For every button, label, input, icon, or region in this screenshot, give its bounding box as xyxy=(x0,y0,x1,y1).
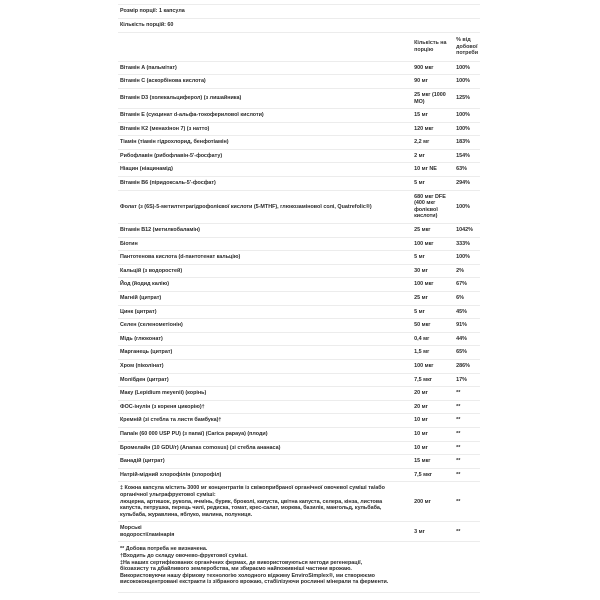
nutrient-name: Хром (піколінат) xyxy=(118,359,412,373)
nutrient-amount: 25 мкг (1000 МО) xyxy=(412,88,454,108)
nutrient-row xyxy=(118,237,480,251)
nutrient-name: Мідь (глюконат) xyxy=(118,332,412,346)
nutrient-name: Фолат (з (6S)-5-метилтетрагідрофолієвої кислоти (5-MTHF), глюкозамінової солі, Quatrefolic®) xyxy=(118,190,412,223)
nutrient-amount: 7,5 мкг xyxy=(412,373,454,387)
nutrient-daily-value: 294% xyxy=(454,177,480,191)
nutrient-name: Кремній (зі стебла та листя бамбука)† xyxy=(118,414,412,428)
column-header-row xyxy=(118,32,480,61)
blend-amount: 200 мг xyxy=(412,482,454,522)
nutrient-daily-value: 2% xyxy=(454,264,480,278)
blend-line-5: кульбаба, журавлина, яблуко, малина, полуниця. xyxy=(120,511,253,518)
header-daily-value: % від добової потреби xyxy=(454,32,480,61)
nutrient-amount: 100 мкг xyxy=(412,278,454,292)
nutrient-daily-value: 286% xyxy=(454,359,480,373)
nutrient-rows xyxy=(118,61,480,482)
nutrient-row xyxy=(118,441,480,455)
blend-description xyxy=(118,482,412,522)
serving-size-label: Розмір порції: 1 капсула xyxy=(118,5,480,19)
serving-size-row xyxy=(118,5,480,19)
seaweed-amount: 3 мг xyxy=(412,522,454,542)
nutrient-daily-value: 45% xyxy=(454,305,480,319)
nutrient-row xyxy=(118,177,480,191)
seaweed-name xyxy=(118,522,412,542)
nutrient-daily-value: 100% xyxy=(454,75,480,89)
nutrient-daily-value: 65% xyxy=(454,346,480,360)
blend-daily-value: ** xyxy=(454,482,480,522)
blend-line-4: капуста, петрушка, перець чилі, редиска, томат, крес-салат, морква, базилік, мангольд, кульбаба, xyxy=(120,505,382,512)
supplement-facts-panel xyxy=(118,4,480,593)
nutrient-daily-value: ** xyxy=(454,468,480,482)
footnote: ‡На наших сертифікованих органічних фермах, де використовуються методи регенерації, xyxy=(120,559,363,566)
seaweed-daily-value: ** xyxy=(454,522,480,542)
nutrient-daily-value: 1042% xyxy=(454,224,480,238)
footnote: біозахисту та дбайливого землеробства, ми збираємо найпоживніші частини врожаю. xyxy=(120,566,352,573)
servings-count-row xyxy=(118,18,480,32)
nutrient-daily-value: ** xyxy=(454,414,480,428)
nutrient-daily-value: 100% xyxy=(454,61,480,75)
nutrient-name: Кальцій (з водоростей) xyxy=(118,264,412,278)
footnotes xyxy=(118,541,480,593)
seaweed-line-2: водорості/ламінарія xyxy=(120,531,175,538)
nutrient-amount: 15 мкг xyxy=(412,455,454,469)
nutrient-daily-value: 6% xyxy=(454,292,480,306)
nutrient-name: Натрій-мідний хлорофілін (хлорофіл) xyxy=(118,468,412,482)
nutrient-daily-value: 100% xyxy=(454,251,480,265)
nutrient-row xyxy=(118,400,480,414)
footnote: †Входить до складу овочево-фруктової суміші. xyxy=(120,553,248,560)
nutrient-name: Магній (цитрат) xyxy=(118,292,412,306)
nutrient-amount: 100 мкг xyxy=(412,237,454,251)
nutrient-amount: 15 мг xyxy=(412,109,454,123)
nutrient-amount: 5 мг xyxy=(412,305,454,319)
nutrient-amount: 30 мг xyxy=(412,264,454,278)
nutrient-amount: 7,5 мкг xyxy=(412,468,454,482)
blend-row xyxy=(118,482,480,522)
nutrient-row xyxy=(118,455,480,469)
nutrient-name: Ванадій (цитрат) xyxy=(118,455,412,469)
nutrient-row xyxy=(118,359,480,373)
nutrient-row xyxy=(118,163,480,177)
nutrient-name: Марганець (цитрат) xyxy=(118,346,412,360)
nutrient-name: Папаїн (60 000 USP PU) (з папаї) (Carica papaya) (плоди) xyxy=(118,427,412,441)
header-amount: Кількість на порцію xyxy=(412,32,454,61)
nutrient-row xyxy=(118,122,480,136)
nutrient-row xyxy=(118,292,480,306)
nutrient-amount: 50 мкг xyxy=(412,319,454,333)
nutrient-daily-value: ** xyxy=(454,455,480,469)
nutrient-row xyxy=(118,264,480,278)
nutrient-name: Селен (селенометіонін) xyxy=(118,319,412,333)
nutrient-daily-value: 91% xyxy=(454,319,480,333)
nutrient-amount: 2 мг xyxy=(412,149,454,163)
nutrient-amount: 90 мг xyxy=(412,75,454,89)
nutrient-name: Цинк (цитрат) xyxy=(118,305,412,319)
nutrient-name: Вітамін D3 (холекальциферол) (з лишайника) xyxy=(118,88,412,108)
nutrient-row xyxy=(118,346,480,360)
seaweed-line-1: Морські xyxy=(120,525,142,532)
nutrient-row xyxy=(118,224,480,238)
nutrient-amount: 20 мг xyxy=(412,387,454,401)
nutrient-row xyxy=(118,190,480,223)
nutrient-amount: 0,4 мг xyxy=(412,332,454,346)
nutrient-name: Рибофлавін (рибофлавін-5'-фосфату) xyxy=(118,149,412,163)
blend-line-1: ‡ Кожна капсула містить 3000 мг концентратів із свіжоприбраної органічної овочевої суміші та/або xyxy=(120,485,385,492)
nutrient-row xyxy=(118,332,480,346)
nutrient-amount: 10 мг NE xyxy=(412,163,454,177)
nutrient-name: ФОС-інулін (з кореня цикорію)† xyxy=(118,400,412,414)
nutrient-amount: 10 мг xyxy=(412,414,454,428)
nutrient-row xyxy=(118,427,480,441)
nutrient-name: Біотин xyxy=(118,237,412,251)
nutrient-name: Ніацин (ніацинамід) xyxy=(118,163,412,177)
nutrient-daily-value: 333% xyxy=(454,237,480,251)
nutrient-amount: 1,5 мг xyxy=(412,346,454,360)
nutrient-row xyxy=(118,149,480,163)
nutrient-amount: 2,2 мг xyxy=(412,136,454,150)
nutrient-row xyxy=(118,88,480,108)
nutrient-daily-value: ** xyxy=(454,427,480,441)
supplement-facts-table xyxy=(118,4,480,541)
nutrient-row xyxy=(118,387,480,401)
nutrient-row xyxy=(118,136,480,150)
nutrient-name: Молібден (цитрат) xyxy=(118,373,412,387)
nutrient-daily-value: 100% xyxy=(454,122,480,136)
nutrient-amount: 25 мкг xyxy=(412,224,454,238)
nutrient-daily-value: 183% xyxy=(454,136,480,150)
nutrient-amount: 100 мкг xyxy=(412,359,454,373)
nutrient-name: Маку (Lepidium meyenii) (корінь) xyxy=(118,387,412,401)
nutrient-row xyxy=(118,468,480,482)
nutrient-daily-value: 100% xyxy=(454,109,480,123)
seaweed-row xyxy=(118,522,480,542)
nutrient-daily-value: 44% xyxy=(454,332,480,346)
blend-line-3: люцерна, артишок, рукола, ячмінь, буряк, броколі, капуста, цвітна капуста, селера, кінза, листова xyxy=(120,498,383,505)
nutrient-amount: 5 мг xyxy=(412,251,454,265)
nutrient-daily-value: 17% xyxy=(454,373,480,387)
nutrient-amount: 900 мкг xyxy=(412,61,454,75)
nutrient-daily-value: 63% xyxy=(454,163,480,177)
nutrient-daily-value: 67% xyxy=(454,278,480,292)
nutrient-name: Вітамін E (сукцинат d-альфа-токоферилової кислоти) xyxy=(118,109,412,123)
nutrient-daily-value: 100% xyxy=(454,190,480,223)
nutrient-name: Вітамін A (пальмітат) xyxy=(118,61,412,75)
header-empty xyxy=(118,32,412,61)
nutrient-amount: 20 мг xyxy=(412,400,454,414)
nutrient-daily-value: ** xyxy=(454,387,480,401)
footnote: Використовуючи нашу фірмову технологію холодного віджиму EnviroSimplex®, ми створюємо xyxy=(120,572,375,579)
nutrient-name: Вітамін B12 (метилкобаламін) xyxy=(118,224,412,238)
nutrient-amount: 10 мг xyxy=(412,441,454,455)
nutrient-name: Вітамін K2 (менахінон 7) (з натто) xyxy=(118,122,412,136)
footnote: ** Добова потреба не визначена. xyxy=(120,546,208,553)
nutrient-daily-value: ** xyxy=(454,400,480,414)
nutrient-row xyxy=(118,319,480,333)
nutrient-row xyxy=(118,278,480,292)
nutrient-name: Тіамін (тіамін гідрохлорид, бенфотіамін) xyxy=(118,136,412,150)
nutrient-amount: 5 мг xyxy=(412,177,454,191)
nutrient-amount: 120 мкг xyxy=(412,122,454,136)
nutrient-daily-value: 125% xyxy=(454,88,480,108)
nutrient-amount: 10 мг xyxy=(412,427,454,441)
nutrient-name: Вітамін C (аскорбінова кислота) xyxy=(118,75,412,89)
nutrient-daily-value: ** xyxy=(454,441,480,455)
nutrient-row xyxy=(118,61,480,75)
nutrient-row xyxy=(118,75,480,89)
servings-count-label: Кількість порцій: 60 xyxy=(118,18,480,32)
nutrient-name: Бромелайн (10 GDU/г) (Ananas comosus) (зі стебла ананаса) xyxy=(118,441,412,455)
nutrient-amount: 680 мкг DFE (400 мкг фолієвої кислоти) xyxy=(412,190,454,223)
nutrient-row xyxy=(118,373,480,387)
nutrient-daily-value: 154% xyxy=(454,149,480,163)
blend-line-2: органічної ультрафруктової суміші: xyxy=(120,491,216,498)
nutrient-amount: 25 мг xyxy=(412,292,454,306)
nutrient-row xyxy=(118,305,480,319)
nutrient-name: Вітамін B6 (піридоксаль-5'-фосфат) xyxy=(118,177,412,191)
nutrient-row xyxy=(118,414,480,428)
nutrient-name: Пантотенова кислота (d-пантотенат кальцію) xyxy=(118,251,412,265)
nutrient-name: Йод (йодид калію) xyxy=(118,278,412,292)
nutrient-row xyxy=(118,251,480,265)
nutrient-row xyxy=(118,109,480,123)
footnote: висококонцентровані екстракти із зібраного врожаю, стабілізуючи рослинні мінерали та ферменти. xyxy=(120,579,389,586)
